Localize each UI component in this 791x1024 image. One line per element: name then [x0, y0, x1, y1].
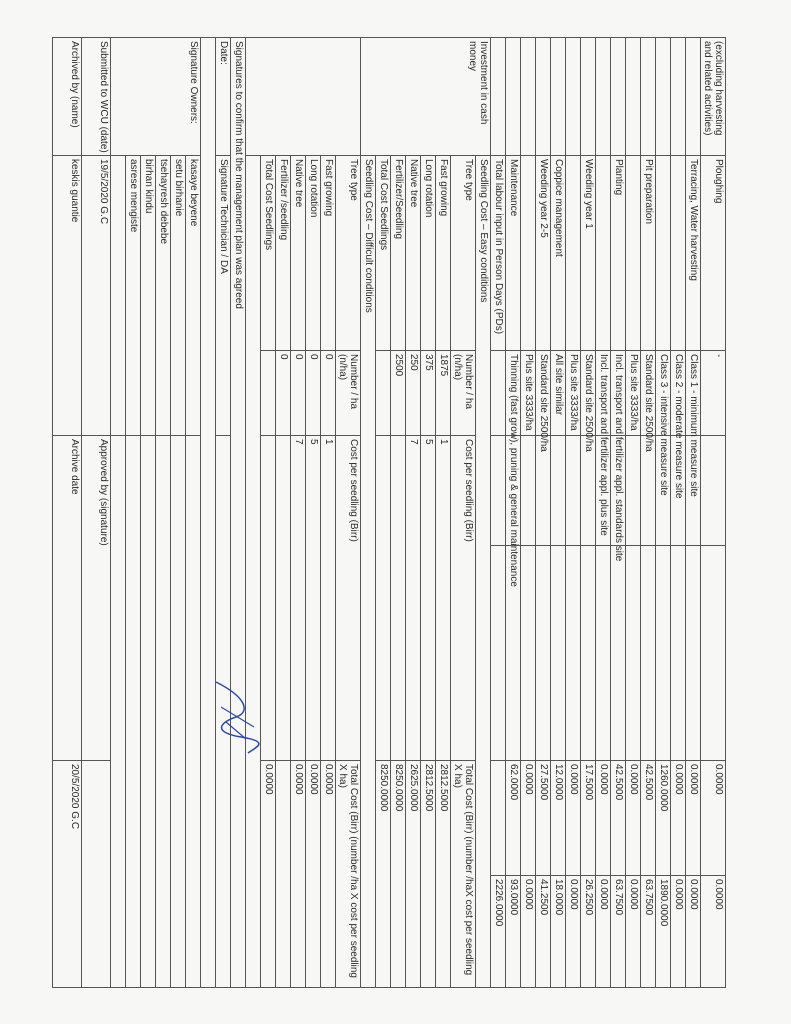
- owner-name: kasaye beyene: [185, 156, 200, 436]
- easy-col-total: Total Cost (Birr) (number /haX cost per seedling X ha): [450, 761, 475, 988]
- archive-date-value: 20/5/2020 G.C: [52, 761, 81, 988]
- table-cell: [640, 436, 655, 546]
- table-row: Fast growing 1875 1 2812.5000: [435, 38, 450, 988]
- difficult-col-number: Number / ha (n/ha): [335, 351, 360, 436]
- table-cell: [550, 38, 565, 156]
- table-cell: [655, 156, 670, 351]
- table-cell: 41.2500: [535, 876, 550, 988]
- submitted-date: 19/5/2020 G.C: [81, 156, 110, 436]
- table-cell: Incl. transport and fertilizer appl. standards site: [610, 351, 625, 436]
- table-cell: 0.0000: [625, 876, 640, 988]
- easy-seedling-section: [360, 38, 490, 988]
- date-label: Date:: [215, 38, 230, 156]
- table-cell: Plus site 3333/ha: [565, 351, 580, 436]
- table-cell: [490, 546, 505, 761]
- table-cell: 0.0000: [595, 876, 610, 988]
- signature-section: [52, 38, 245, 988]
- table-cell: 1890.0000: [655, 876, 670, 988]
- table-cell: [640, 38, 655, 156]
- table-row: [640, 38, 655, 988]
- table-cell: [565, 38, 580, 156]
- table-cell: Class 3 - intensive measure site: [655, 351, 670, 436]
- owner-name: setu birhanie: [170, 156, 185, 436]
- table-cell: 0.0000: [595, 761, 610, 876]
- table-cell: [520, 38, 535, 156]
- table-cell: 17.5000: [580, 761, 595, 876]
- table-row: [610, 38, 625, 988]
- table-cell: [535, 38, 550, 156]
- table-cell: [490, 351, 505, 436]
- table-cell: [625, 436, 640, 546]
- table-cell: [505, 38, 520, 156]
- table-row: [535, 38, 550, 988]
- table-cell: Standard site 2500/ha: [580, 351, 595, 436]
- table-row: Fast growing 0 1 0.0000: [320, 38, 335, 988]
- table-row: Native tree 250 7 2625.0000: [405, 38, 420, 988]
- owners-label: Signature Owners:: [110, 38, 200, 156]
- table-cell: Class 2 - moderate measure site: [670, 351, 685, 436]
- table-cell: 27.5000: [535, 761, 550, 876]
- table-cell: [535, 436, 550, 546]
- easy-total-value: 8250.0000: [375, 761, 390, 988]
- table-cell: [595, 546, 610, 761]
- easy-section-title: Seedling Cost – Easy conditions: [475, 156, 490, 988]
- table-cell: Coppice management: [550, 156, 565, 351]
- table-cell: [565, 436, 580, 546]
- table-cell: Class 1 - minimum measure site: [685, 351, 700, 436]
- signatures-confirm-label: Signatures to confirm that the management plan was agreed: [230, 38, 245, 988]
- table-cell: [670, 38, 685, 156]
- submitted-label: Submitted to WCU (date): [81, 38, 110, 156]
- table-cell: 12.0000: [550, 761, 565, 876]
- table-cell: Standard site 2500/ha: [640, 351, 655, 436]
- easy-col-number: Number / ha (n/ha): [450, 351, 475, 436]
- table-cell: 42.5000: [640, 761, 655, 876]
- easy-col-type: Tree type: [450, 156, 475, 351]
- table-cell: 1260.0000: [655, 761, 670, 876]
- table-row: Fertilizer /seedling 0: [275, 38, 290, 988]
- table-row: Long rotation 0 5 0.0000: [305, 38, 320, 988]
- table-cell: -: [700, 351, 725, 436]
- table-cell: [655, 38, 670, 156]
- management-plan-table: [52, 37, 726, 988]
- table-row: [700, 38, 725, 988]
- table-cell: Planting: [610, 156, 625, 351]
- table-cell: [580, 546, 595, 761]
- table-cell: 63.7500: [640, 876, 655, 988]
- easy-col-cost: Cost per seedling (Birr): [450, 436, 475, 761]
- table-cell: [550, 546, 565, 761]
- table-row: [685, 38, 700, 988]
- table-cell: Pit preparation: [640, 156, 655, 351]
- table-cell: [520, 436, 535, 546]
- table-cell: [595, 156, 610, 351]
- table-cell: 0.0000: [700, 876, 725, 988]
- table-cell: [700, 546, 725, 761]
- owner-name: birhan kindu: [140, 156, 155, 436]
- table-cell: Thinning (fast grow), pruning & general maintenance: [505, 351, 520, 436]
- table-cell: [625, 156, 640, 351]
- table-cell: [565, 546, 580, 761]
- table-cell: [490, 436, 505, 546]
- owner-name: tsehayresh debebe: [155, 156, 170, 436]
- table-row: [655, 38, 670, 988]
- table-cell: 62.0000: [505, 761, 520, 876]
- table-cell: 0.0000: [625, 761, 640, 876]
- table-row: [625, 38, 640, 988]
- archive-date-label: Archive date: [52, 436, 81, 761]
- table-cell: 93.0000: [505, 876, 520, 988]
- table-cell: 0.0000: [670, 876, 685, 988]
- difficult-total-value: 0.0000: [260, 761, 275, 988]
- table-cell: 2226.0000: [490, 876, 505, 988]
- table-cell: Weeding year 1: [580, 156, 595, 351]
- archived-name: keskis guantie: [52, 156, 81, 436]
- easy-total-label: Total Cost Seedlings: [375, 156, 390, 351]
- table-cell: [550, 436, 565, 546]
- difficult-seedling-section: [245, 38, 360, 988]
- table-cell: [490, 38, 505, 156]
- table-row: Native tree 0 7 0.0000: [290, 38, 305, 988]
- owner-name: asrese mengiste: [125, 156, 140, 436]
- archived-label: Archived by (name): [52, 38, 81, 156]
- table-cell: [520, 546, 535, 761]
- table-cell: 18.0000: [550, 876, 565, 988]
- table-cell: [580, 436, 595, 546]
- table-cell: [580, 38, 595, 156]
- table-cell: 0.0000: [520, 761, 535, 876]
- table-cell: [670, 546, 685, 761]
- difficult-total-label: Total Cost Seedlings: [260, 156, 275, 351]
- table-cell: (excluding harvesting and related activities): [700, 38, 725, 156]
- table-row: Fertilizer/Seedling 2500 8250.0000: [390, 38, 405, 988]
- table-cell: [610, 38, 625, 156]
- difficult-col-type: Tree type: [335, 156, 360, 351]
- table-cell: [625, 38, 640, 156]
- difficult-col-total: Total Cost (Birr) (number /ha X cost per seedling X ha): [335, 761, 360, 988]
- table-cell: [490, 761, 505, 876]
- rotated-sheet: [66, 37, 726, 987]
- table-cell: [685, 38, 700, 156]
- table-row: [670, 38, 685, 988]
- labour-input-section: [490, 38, 725, 988]
- table-cell: 0.0000: [685, 876, 700, 988]
- table-cell: Ploughing: [700, 156, 725, 351]
- table-row: [490, 38, 505, 988]
- table-cell: 42.5000: [610, 761, 625, 876]
- table-cell: 0.0000: [670, 761, 685, 876]
- table-row: [565, 38, 580, 988]
- table-cell: Terracing, Water harvesting: [685, 156, 700, 351]
- table-cell: 63.7500: [610, 876, 625, 988]
- table-cell: Standard site 2500/ha: [535, 351, 550, 436]
- table-cell: 0.0000: [520, 876, 535, 988]
- table-cell: [685, 546, 700, 761]
- table-cell: [520, 156, 535, 351]
- difficult-section-title: Seedling Cost – Difficult conditions: [360, 156, 375, 988]
- table-row: [520, 38, 535, 988]
- table-cell: [595, 38, 610, 156]
- approved-label: Approved by (signature): [81, 436, 110, 761]
- table-row: [595, 38, 610, 988]
- table-cell: [700, 436, 725, 546]
- table-cell: [655, 546, 670, 761]
- table-cell: [625, 546, 640, 761]
- investment-label: Investment in cash money: [360, 38, 490, 156]
- table-row: [550, 38, 565, 988]
- table-cell: [640, 546, 655, 761]
- table-cell: All site similar: [550, 351, 565, 436]
- table-row: [580, 38, 595, 988]
- table-cell: Incl. transport and fertilizer appl. plus site: [595, 351, 610, 436]
- table-cell: [610, 546, 625, 761]
- handwritten-signature-icon: [206, 677, 266, 757]
- table-cell: 26.2500: [580, 876, 595, 988]
- difficult-col-cost: Cost per seedling (Birr): [335, 436, 360, 761]
- technician-label: Signature Technician / DA: [215, 156, 230, 436]
- table-cell: [535, 546, 550, 761]
- table-cell: Weeding year 2-5: [535, 156, 550, 351]
- table-cell: 0.0000: [565, 761, 580, 876]
- table-cell: 0.0000: [565, 876, 580, 988]
- table-cell: [565, 156, 580, 351]
- table-cell: [670, 156, 685, 351]
- table-cell: 0.0000: [700, 761, 725, 876]
- table-cell: Plus site 3333/ha: [520, 351, 535, 436]
- table-cell: Total labour input in Person Days (PDs): [490, 156, 505, 351]
- table-row: Long rotation 375 5 2812.5000: [420, 38, 435, 988]
- table-cell: 0.0000: [685, 761, 700, 876]
- table-cell: Plus site 3333/ha: [625, 351, 640, 436]
- table-row: [505, 38, 520, 988]
- table-cell: Maintenance: [505, 156, 520, 351]
